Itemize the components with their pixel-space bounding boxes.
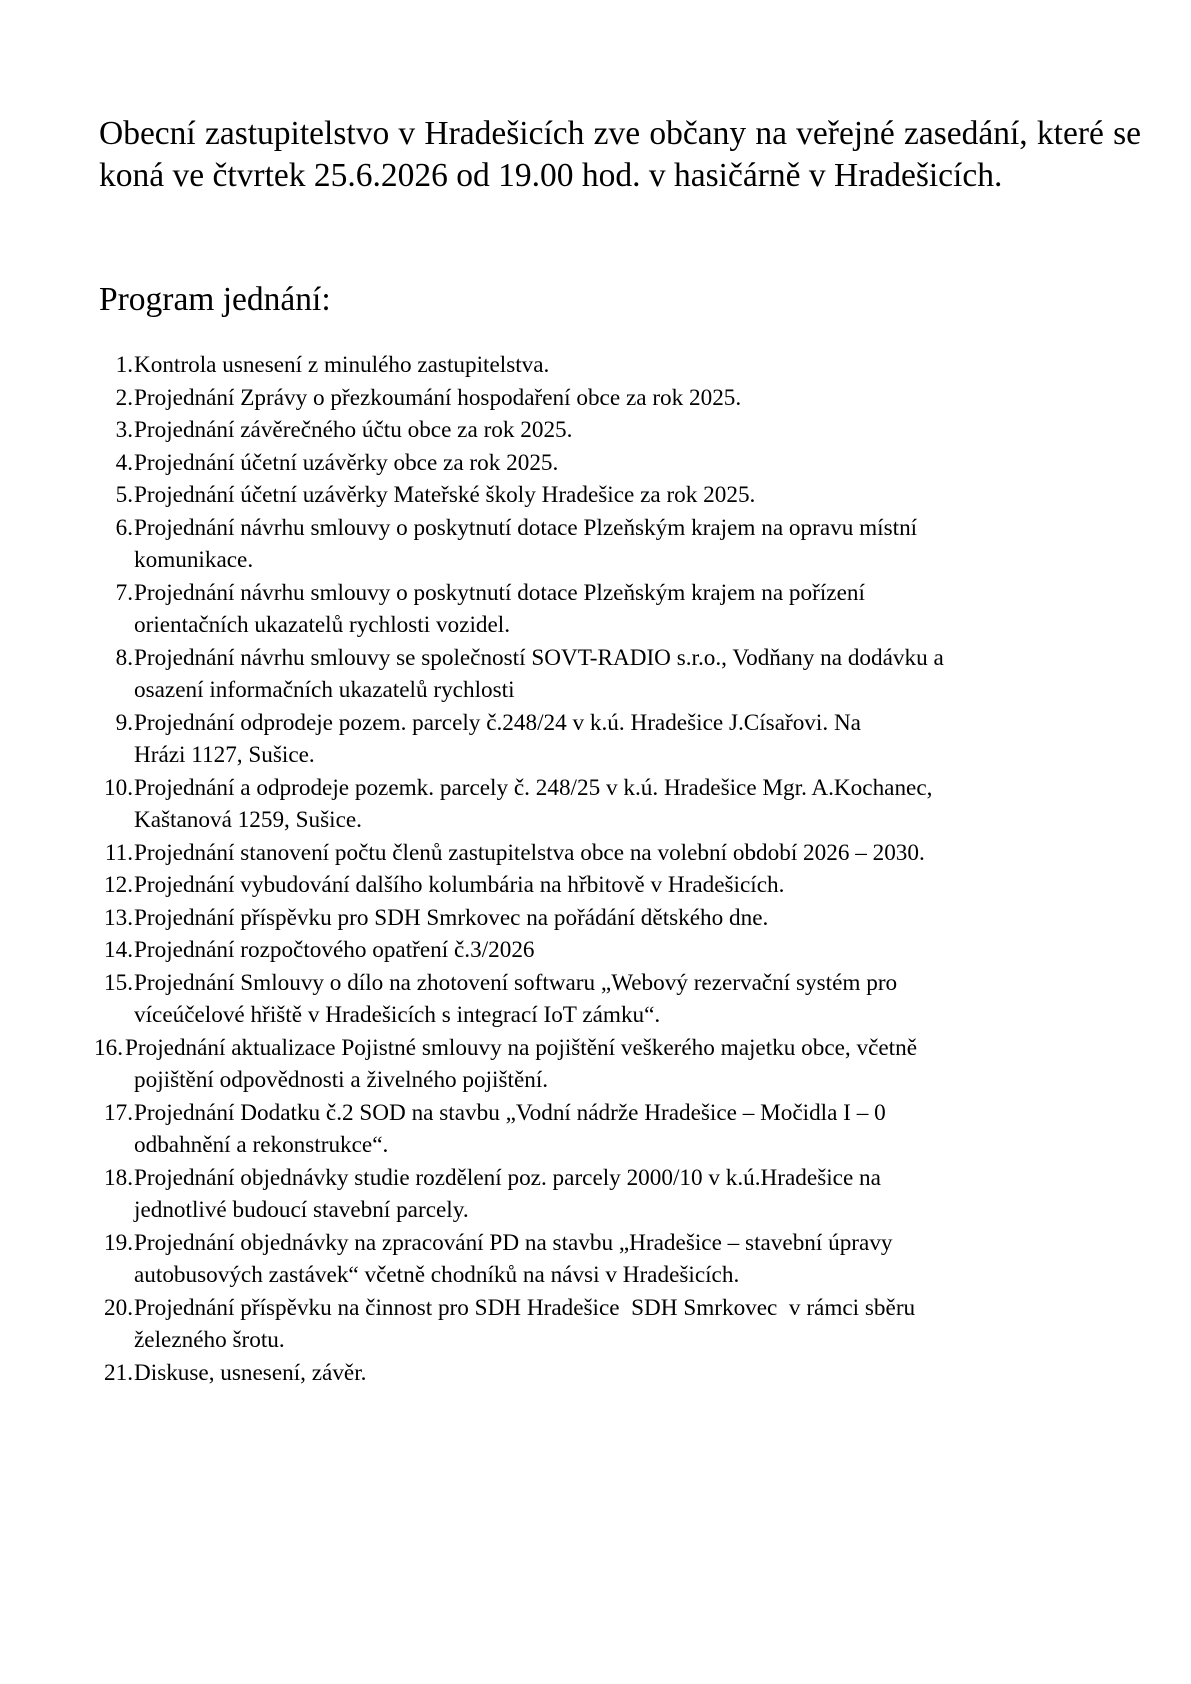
agenda-item-text-continued: komunikace. <box>134 547 254 573</box>
agenda-item-text-continued: odbahnění a rekonstrukce“. <box>134 1132 389 1158</box>
agenda-item-number: 15. <box>104 969 133 996</box>
agenda-item-number: 2. <box>115 384 133 411</box>
agenda-item <box>0 577 1191 642</box>
invitation-line: Hradešicích. <box>833 157 1003 194</box>
program-heading: Program jednání: <box>99 281 331 318</box>
agenda-item-number: 13. <box>104 904 133 931</box>
agenda-item-text: Kontrola usnesení z minulého zastupitelstva. <box>134 352 550 378</box>
agenda-item <box>0 1032 1191 1097</box>
agenda-item-text: Projednání návrhu smlouvy o poskytnutí dotace Plzeňským krajem na opravu místní <box>134 514 918 541</box>
agenda-item-text: Projednání Smlouvy o dílo na zhotovení softwaru „Webový rezervační systém pro <box>134 969 898 996</box>
agenda-item-number: 9. <box>115 709 133 736</box>
invitation-line: Obecní zastupitelstvo v Hradešicích zve občany na veřejné zasedání, <box>99 115 1028 152</box>
agenda-item-text: Projednání vybudování dalšího kolumbária na hřbitově v Hradešicích. <box>134 872 785 898</box>
agenda-item <box>0 1227 1191 1292</box>
agenda-item-text: Projednání návrhu smlouvy o poskytnutí dotace Plzeňským krajem na pořízení <box>134 579 865 606</box>
agenda-item-text: Projednání Zprávy o přezkoumání hospodaření obce za rok 2025. <box>134 384 742 411</box>
agenda-item <box>0 642 1191 707</box>
agenda-item <box>0 902 1191 935</box>
agenda-item <box>0 479 1191 512</box>
agenda-item <box>0 934 1191 967</box>
agenda-item-number: 21. <box>104 1359 133 1386</box>
agenda-item <box>0 772 1191 837</box>
agenda-item-number: 5. <box>115 482 133 508</box>
agenda-item-number: 19. <box>104 1229 133 1256</box>
agenda-item-text: Projednání objednávky na zpracování PD na stavbu „Hradešice – stavební úpravy <box>134 1229 893 1256</box>
agenda-item-number: 8. <box>115 644 133 671</box>
agenda-item <box>0 382 1191 415</box>
agenda-item <box>0 512 1191 577</box>
agenda-item-text-continued: jednotlivé budoucí stavební parcely. <box>134 1197 469 1223</box>
agenda-item-text-continued: pojištění odpovědnosti a živelného pojištění. <box>134 1067 549 1093</box>
agenda-item-number: 7. <box>115 579 133 606</box>
agenda-item <box>0 1357 1191 1390</box>
agenda-item-number: 16. <box>94 1034 123 1061</box>
agenda-item <box>0 349 1191 382</box>
agenda-item <box>0 1292 1191 1357</box>
agenda-item-text: Projednání účetní uzávěrky obce za rok 2025. <box>134 449 559 476</box>
agenda-item-text-continued: víceúčelové hřiště v Hradešicích s integrací IoT zámku“. <box>134 1002 661 1028</box>
agenda-item-text: Projednání Dodatku č.2 SOD na stavbu „Vodní nádrže Hradešice – Močidla I – 0 <box>134 1099 886 1126</box>
agenda-item-number: 10. <box>104 774 133 801</box>
agenda-item-text: Projednání závěrečného účtu obce za rok 2025. <box>134 417 573 443</box>
agenda-item <box>0 869 1191 902</box>
invitation-line: které se koná ve čtvrtek 25.6.2026 od 19.00 hod. v hasičárně v <box>99 115 1141 194</box>
agenda-item-text: Projednání odprodeje pozem. parcely č.248/24 v k.ú. Hradešice J.Císařovi. Na <box>134 709 861 736</box>
agenda-item-text: Projednání příspěvku na činnost pro SDH Hradešice SDH Smrkovec v rámci sběru <box>134 1294 916 1321</box>
agenda-item-text: Projednání návrhu smlouvy se společností SOVT-RADIO s.r.o., Vodňany na dodávku a <box>134 644 944 671</box>
agenda-item-text-continued: Kaštanová 1259, Sušice. <box>134 807 362 833</box>
agenda-item-number: 14. <box>104 937 133 963</box>
invitation-paragraph <box>99 113 1141 197</box>
agenda-item <box>0 837 1191 870</box>
agenda-list <box>0 349 1191 1389</box>
agenda-item-number: 20. <box>104 1294 133 1321</box>
agenda-item-text: Diskuse, usnesení, závěr. <box>134 1359 367 1386</box>
agenda-item-text-continued: železného šrotu. <box>134 1327 285 1353</box>
agenda-item-text: Projednání objednávky studie rozdělení poz. parcely 2000/10 v k.ú.Hradešice na <box>134 1164 881 1191</box>
agenda-item-number: 4. <box>115 449 133 476</box>
agenda-item <box>0 967 1191 1032</box>
agenda-item-number: 3. <box>115 417 133 443</box>
agenda-item-text-continued: osazení informačních ukazatelů rychlosti <box>134 677 515 703</box>
agenda-item-text-continued: autobusových zastávek“ včetně chodníků na návsi v Hradešicích. <box>134 1262 740 1288</box>
agenda-item-text: Projednání a odprodeje pozemk. parcely č. 248/25 v k.ú. Hradešice Mgr. A.Kochanec, <box>134 774 933 801</box>
agenda-item-text-continued: orientačních ukazatelů rychlosti vozidel. <box>134 612 511 638</box>
agenda-item-text: Projednání rozpočtového opatření č.3/2026 <box>134 937 535 963</box>
agenda-item-text: Projednání aktualizace Pojistné smlouvy na pojištění veškerého majetku obce, včetně <box>125 1034 918 1061</box>
agenda-item <box>0 1162 1191 1227</box>
agenda-item-number: 6. <box>115 514 133 541</box>
agenda-item <box>0 707 1191 772</box>
agenda-item <box>0 1097 1191 1162</box>
agenda-item-text: Projednání příspěvku pro SDH Smrkovec na pořádání dětského dne. <box>134 904 769 931</box>
agenda-item <box>0 447 1191 480</box>
agenda-item-text: Projednání stanovení počtu členů zastupitelstva obce na volební období 2026 – 2030. <box>134 839 925 866</box>
agenda-item-text-continued: Hrázi 1127, Sušice. <box>134 742 315 768</box>
agenda-item <box>0 414 1191 447</box>
agenda-item-number: 11. <box>104 839 133 866</box>
agenda-item-number: 1. <box>115 352 133 378</box>
agenda-item-number: 12. <box>104 872 133 898</box>
agenda-item-text: Projednání účetní uzávěrky Mateřské školy Hradešice za rok 2025. <box>134 482 756 508</box>
agenda-item-number: 18. <box>104 1164 133 1191</box>
agenda-item-number: 17. <box>104 1099 133 1126</box>
